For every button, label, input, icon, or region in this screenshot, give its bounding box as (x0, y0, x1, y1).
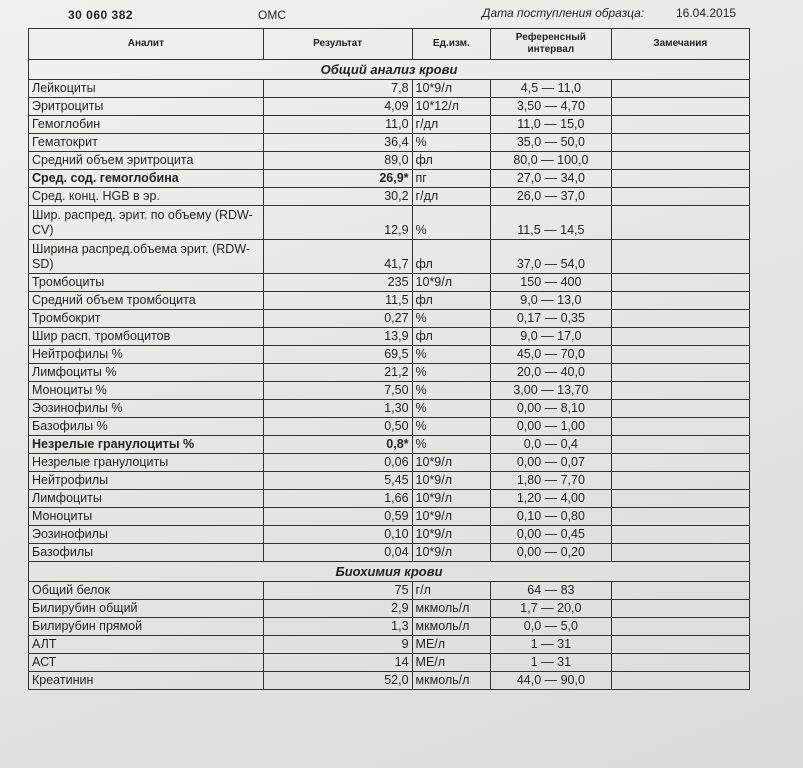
reference-range: 9,0 — 13,0 (491, 292, 612, 310)
result-value: 7,50 (263, 382, 412, 400)
table-header-row (29, 29, 750, 60)
result-value: 1,66 (263, 490, 412, 508)
unit-value: фл (412, 240, 491, 274)
section-title: Биохимия крови (29, 562, 750, 582)
result-value: 4,09 (263, 98, 412, 116)
unit-value: 10*9/л (412, 80, 491, 98)
table-row (29, 134, 750, 152)
notes-cell (611, 672, 749, 690)
table-row (29, 98, 750, 116)
reference-range: 0,17 — 0,35 (491, 310, 612, 328)
reference-range: 0,00 — 0,07 (491, 454, 612, 472)
unit-value: мкмоль/л (412, 600, 491, 618)
table-row (29, 526, 750, 544)
unit-value: фл (412, 328, 491, 346)
reference-range: 1 — 31 (491, 636, 612, 654)
date-label: Дата поступления образца: (482, 6, 645, 20)
reference-range: 1,20 — 4,00 (491, 490, 612, 508)
notes-cell (611, 310, 749, 328)
result-value: 5,45 (263, 472, 412, 490)
table-row (29, 672, 750, 690)
analyte-name: Билирубин прямой (29, 618, 264, 636)
result-value: 0,8* (263, 436, 412, 454)
table-body (29, 60, 750, 690)
table-row (29, 472, 750, 490)
table-row (29, 418, 750, 436)
table-row (29, 80, 750, 98)
result-value: 21,2 (263, 364, 412, 382)
reference-range: 1 — 31 (491, 654, 612, 672)
result-value: 14 (263, 654, 412, 672)
unit-value: МЕ/л (412, 654, 491, 672)
reference-range: 0,00 — 1,00 (491, 418, 612, 436)
table-row (29, 544, 750, 562)
analyte-name: Незрелые гранулоциты (29, 454, 264, 472)
column-header-analyte: Аналит (29, 29, 264, 60)
reference-range: 26,0 — 37,0 (491, 188, 612, 206)
analyte-name: Эритроциты (29, 98, 264, 116)
table-row (29, 582, 750, 600)
unit-value: фл (412, 152, 491, 170)
unit-value: % (412, 310, 491, 328)
result-value: 41,7 (263, 240, 412, 274)
table-row (29, 382, 750, 400)
table-row (29, 274, 750, 292)
analyte-name: АСТ (29, 654, 264, 672)
analyte-name: Нейтрофилы % (29, 346, 264, 364)
reference-range: 1,7 — 20,0 (491, 600, 612, 618)
unit-value: мкмоль/л (412, 672, 491, 690)
analyte-name: Лейкоциты (29, 80, 264, 98)
unit-value: 10*12/л (412, 98, 491, 116)
table-row (29, 346, 750, 364)
analyte-name: Креатинин (29, 672, 264, 690)
result-value: 11,5 (263, 292, 412, 310)
analyte-name: Средний объем тромбоцита (29, 292, 264, 310)
notes-cell (611, 292, 749, 310)
notes-cell (611, 80, 749, 98)
notes-cell (611, 544, 749, 562)
reference-range: 27,0 — 34,0 (491, 170, 612, 188)
notes-cell (611, 382, 749, 400)
reference-range: 0,00 — 8,10 (491, 400, 612, 418)
result-value: 0,04 (263, 544, 412, 562)
result-value: 12,9 (263, 206, 412, 240)
unit-value: 10*9/л (412, 526, 491, 544)
notes-cell (611, 240, 749, 274)
table-row (29, 436, 750, 454)
unit-value: 10*9/л (412, 508, 491, 526)
unit-value: % (412, 382, 491, 400)
table-row (29, 206, 750, 240)
notes-cell (611, 418, 749, 436)
section-row (29, 60, 750, 80)
reference-range: 37,0 — 54,0 (491, 240, 612, 274)
analyte-name: Шир расп. тромбоцитов (29, 328, 264, 346)
notes-cell (611, 152, 749, 170)
reference-range: 0,0 — 5,0 (491, 618, 612, 636)
notes-cell (611, 600, 749, 618)
notes-cell (611, 206, 749, 240)
result-value: 0,59 (263, 508, 412, 526)
unit-value: % (412, 346, 491, 364)
unit-value: г/л (412, 582, 491, 600)
result-value: 1,3 (263, 618, 412, 636)
unit-value: фл (412, 292, 491, 310)
table-row (29, 170, 750, 188)
notes-cell (611, 328, 749, 346)
notes-cell (611, 454, 749, 472)
analyte-name: Сред. сод. гемоглобина (29, 170, 264, 188)
section-row (29, 562, 750, 582)
reference-range: 0,00 — 0,45 (491, 526, 612, 544)
reference-range: 11,0 — 15,0 (491, 116, 612, 134)
notes-cell (611, 364, 749, 382)
unit-value: % (412, 134, 491, 152)
result-value: 75 (263, 582, 412, 600)
analyte-name: Базофилы (29, 544, 264, 562)
notes-cell (611, 582, 749, 600)
table-row (29, 188, 750, 206)
analyte-name: Средний объем эритроцита (29, 152, 264, 170)
unit-value: г/дл (412, 188, 491, 206)
analyte-name: АЛТ (29, 636, 264, 654)
notes-cell (611, 526, 749, 544)
unit-value: 10*9/л (412, 472, 491, 490)
notes-cell (611, 346, 749, 364)
analyte-name: Общий белок (29, 582, 264, 600)
reference-range: 4,5 — 11,0 (491, 80, 612, 98)
unit-value: МЕ/л (412, 636, 491, 654)
result-value: 235 (263, 274, 412, 292)
result-value: 0,50 (263, 418, 412, 436)
table-row (29, 292, 750, 310)
result-value: 26,9* (263, 170, 412, 188)
sample-id: 30 060 382 (68, 8, 134, 22)
notes-cell (611, 618, 749, 636)
result-value: 7,8 (263, 80, 412, 98)
reference-range: 11,5 — 14,5 (491, 206, 612, 240)
reference-range: 35,0 — 50,0 (491, 134, 612, 152)
reference-range: 45,0 — 70,0 (491, 346, 612, 364)
reference-range: 20,0 — 40,0 (491, 364, 612, 382)
result-value: 30,2 (263, 188, 412, 206)
notes-cell (611, 274, 749, 292)
unit-value: 10*9/л (412, 274, 491, 292)
analyte-name: Незрелые гранулоциты % (29, 436, 264, 454)
analyte-name: Тромбоциты (29, 274, 264, 292)
result-value: 9 (263, 636, 412, 654)
result-value: 89,0 (263, 152, 412, 170)
reference-range: 0,0 — 0,4 (491, 436, 612, 454)
result-value: 13,9 (263, 328, 412, 346)
table-row (29, 152, 750, 170)
unit-value: % (412, 418, 491, 436)
result-value: 0,06 (263, 454, 412, 472)
column-header-unit: Ед.изм. (412, 29, 491, 60)
table-row (29, 310, 750, 328)
analyte-name: Моноциты % (29, 382, 264, 400)
notes-cell (611, 636, 749, 654)
analyte-name: Базофилы % (29, 418, 264, 436)
analyte-name: Гематокрит (29, 134, 264, 152)
table-row (29, 654, 750, 672)
result-value: 2,9 (263, 600, 412, 618)
table-row (29, 116, 750, 134)
date-value: 16.04.2015 (676, 6, 737, 20)
analyte-name: Лимфоциты (29, 490, 264, 508)
analyte-name: Эозинофилы % (29, 400, 264, 418)
unit-value: % (412, 206, 491, 240)
unit-value: пг (412, 170, 491, 188)
table-row (29, 364, 750, 382)
analyte-name: Тромбокрит (29, 310, 264, 328)
report-header (0, 4, 803, 28)
table-row (29, 490, 750, 508)
notes-cell (611, 116, 749, 134)
reference-range: 0,10 — 0,80 (491, 508, 612, 526)
notes-cell (611, 170, 749, 188)
result-value: 69,5 (263, 346, 412, 364)
unit-value: 10*9/л (412, 490, 491, 508)
notes-cell (611, 490, 749, 508)
reference-range: 44,0 — 90,0 (491, 672, 612, 690)
unit-value: мкмоль/л (412, 618, 491, 636)
result-value: 52,0 (263, 672, 412, 690)
notes-cell (611, 508, 749, 526)
unit-value: г/дл (412, 116, 491, 134)
analyte-name: Лимфоциты % (29, 364, 264, 382)
insurance-type: ОМС (258, 8, 286, 22)
table-row (29, 454, 750, 472)
reference-range: 0,00 — 0,20 (491, 544, 612, 562)
table-row (29, 328, 750, 346)
table-row (29, 618, 750, 636)
reference-range: 150 — 400 (491, 274, 612, 292)
analyte-name: Сред. конц. HGB в эр. (29, 188, 264, 206)
table-row (29, 400, 750, 418)
unit-value: 10*9/л (412, 454, 491, 472)
analyte-name: Моноциты (29, 508, 264, 526)
table-row (29, 636, 750, 654)
reference-range: 3,00 — 13,70 (491, 382, 612, 400)
notes-cell (611, 188, 749, 206)
analyte-name: Ширина распред.объема эрит. (RDW-SD) (29, 240, 264, 274)
notes-cell (611, 436, 749, 454)
analyte-name: Билирубин общий (29, 600, 264, 618)
analyte-name: Нейтрофилы (29, 472, 264, 490)
results-table (28, 28, 750, 690)
table-row (29, 600, 750, 618)
notes-cell (611, 134, 749, 152)
notes-cell (611, 400, 749, 418)
table-row (29, 240, 750, 274)
result-value: 0,10 (263, 526, 412, 544)
analyte-name: Шир. распред. эрит. по объему (RDW-CV) (29, 206, 264, 240)
unit-value: % (412, 436, 491, 454)
notes-cell (611, 654, 749, 672)
result-value: 1,30 (263, 400, 412, 418)
result-value: 11,0 (263, 116, 412, 134)
analyte-name: Гемоглобин (29, 116, 264, 134)
notes-cell (611, 472, 749, 490)
result-value: 0,27 (263, 310, 412, 328)
unit-value: % (412, 364, 491, 382)
notes-cell (611, 98, 749, 116)
unit-value: 10*9/л (412, 544, 491, 562)
table-row (29, 508, 750, 526)
analyte-name: Эозинофилы (29, 526, 264, 544)
reference-range: 80,0 — 100,0 (491, 152, 612, 170)
reference-range: 1,80 — 7,70 (491, 472, 612, 490)
reference-range: 9,0 — 17,0 (491, 328, 612, 346)
result-value: 36,4 (263, 134, 412, 152)
reference-range: 64 — 83 (491, 582, 612, 600)
section-title: Общий анализ крови (29, 60, 750, 80)
unit-value: % (412, 400, 491, 418)
column-header-reference: Референсный интервал (491, 29, 612, 60)
column-header-notes: Замечания (611, 29, 749, 60)
column-header-result: Результат (263, 29, 412, 60)
reference-range: 3,50 — 4,70 (491, 98, 612, 116)
